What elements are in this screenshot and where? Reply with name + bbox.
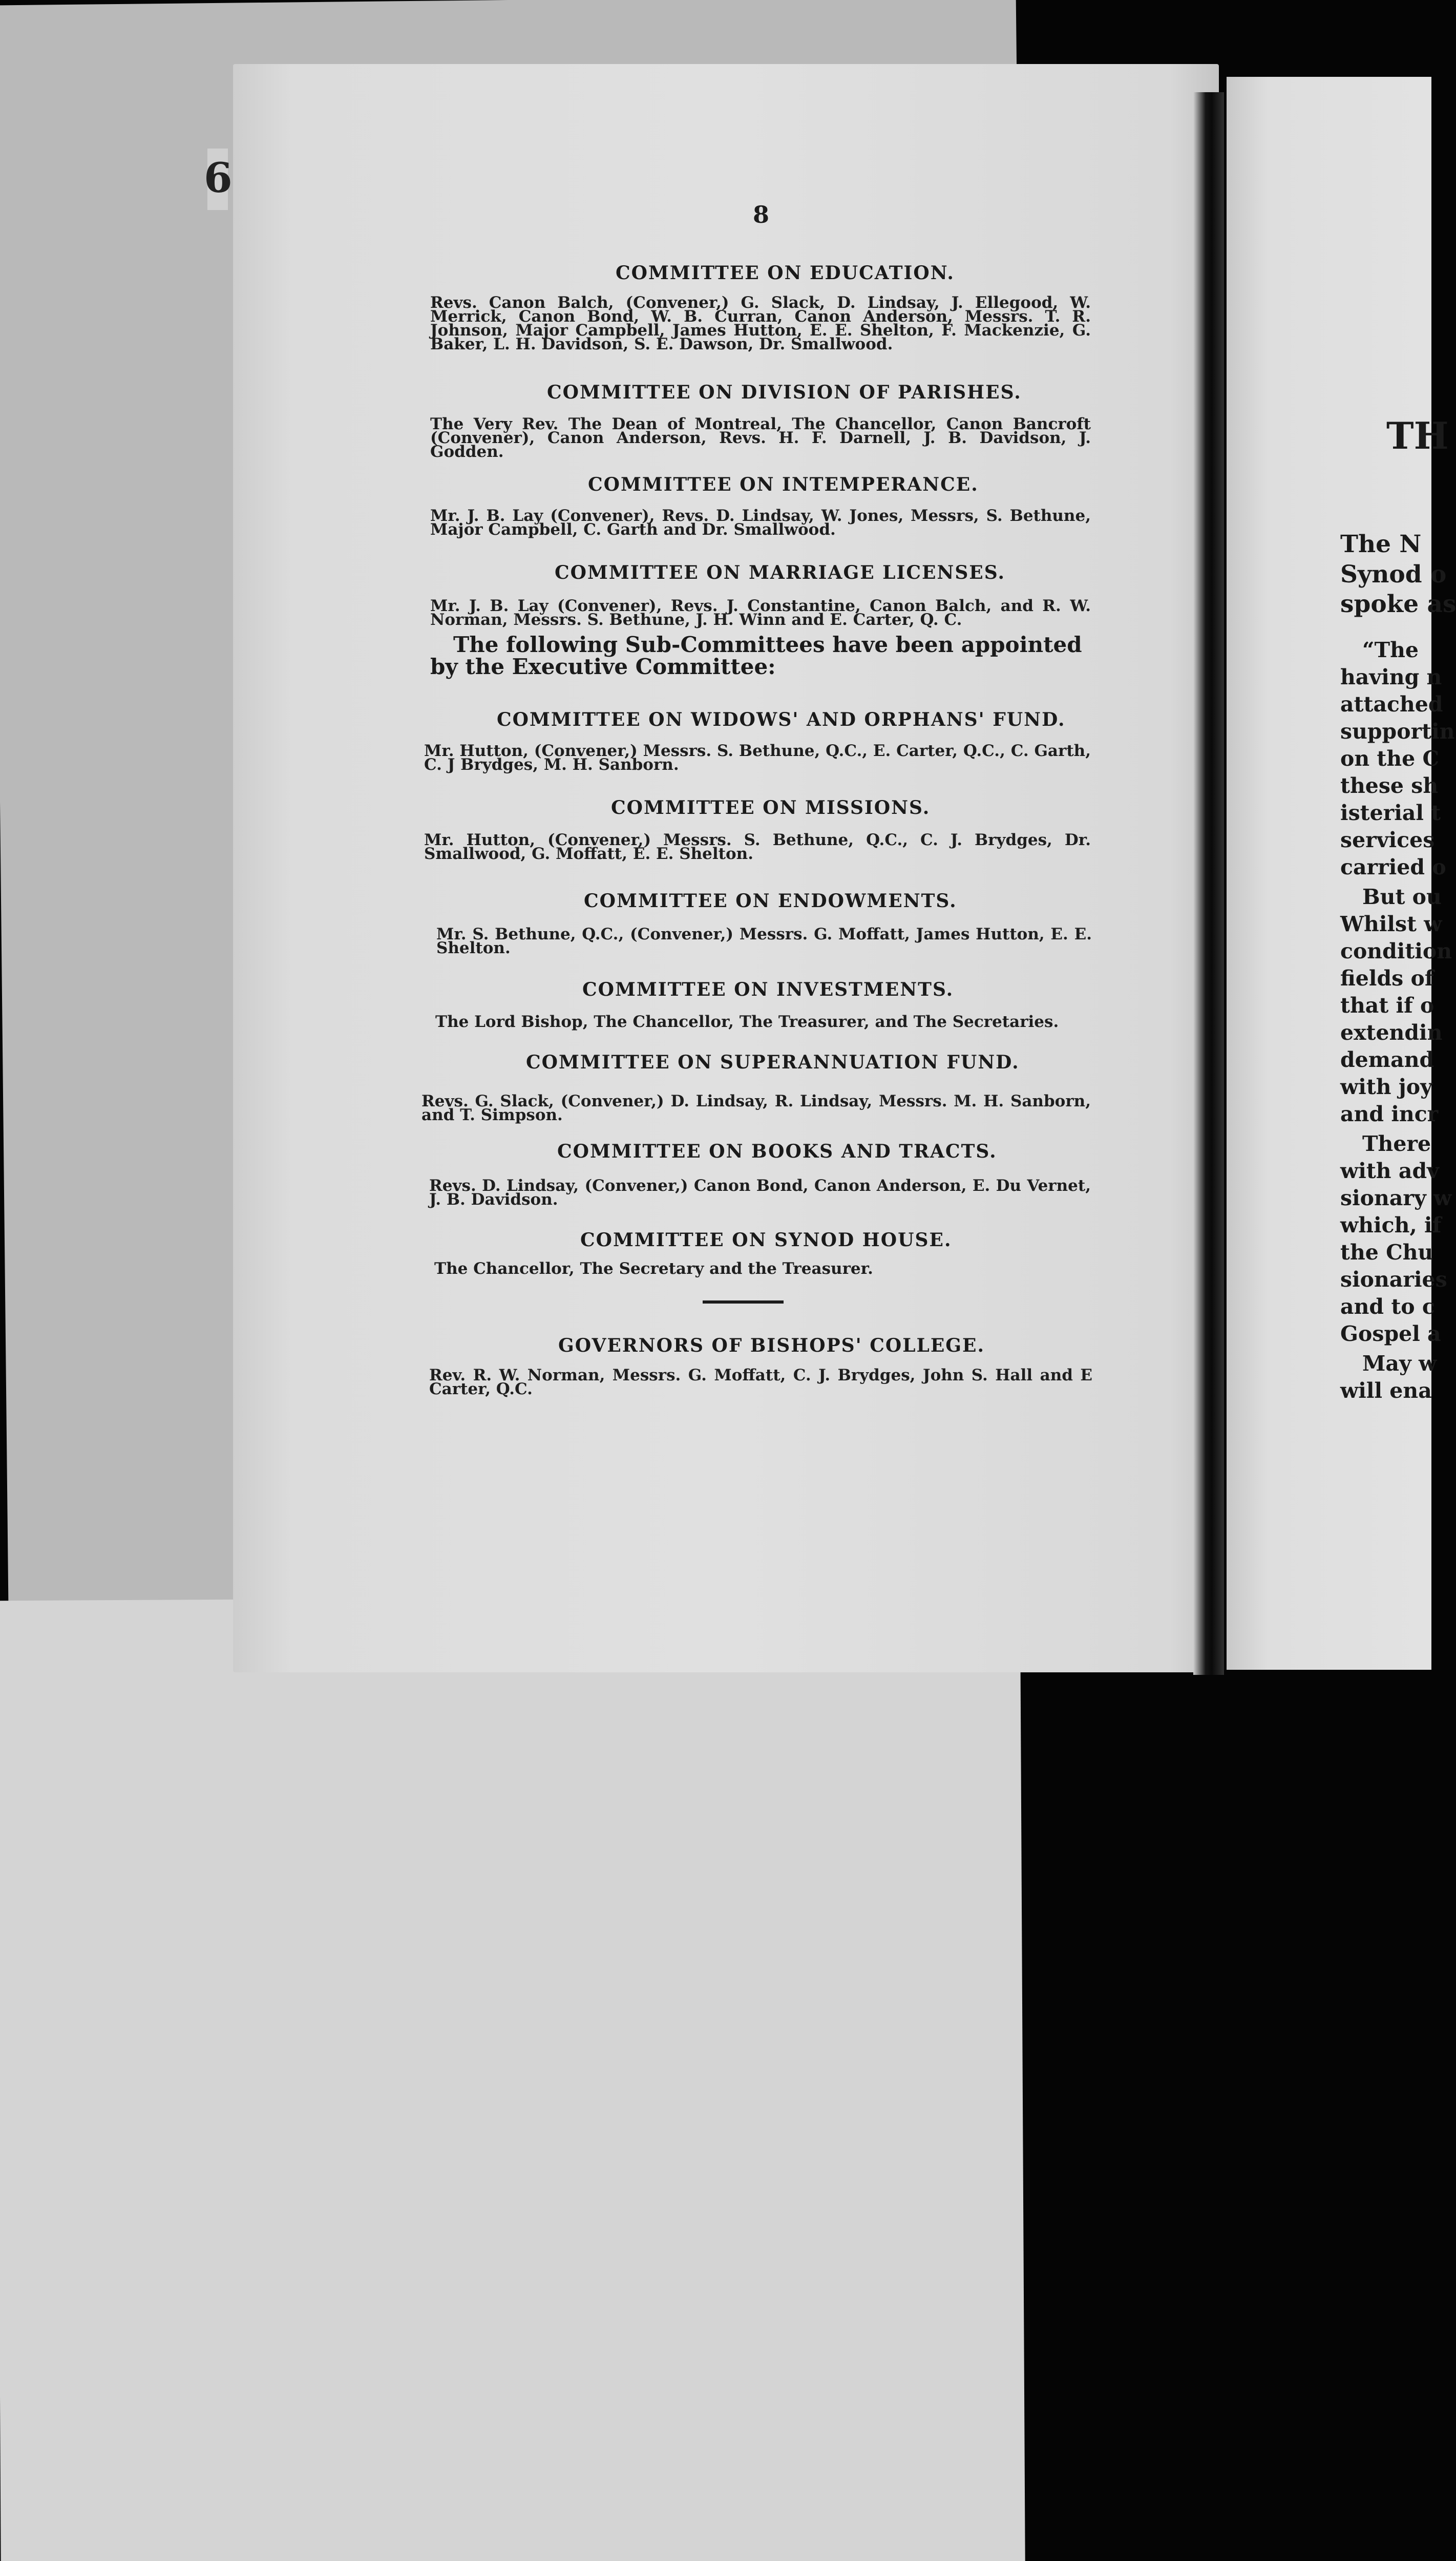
right-page-title-fragment: TH [1386,414,1449,457]
body-intemperance: Mr. J. B. Lay (Convener), Revs. D. Lindsay, W. Jones, Messrs, S. Bethune, Major Campbell, C. Garth and Dr. Smallwood. [430,507,1091,539]
right-line: extendin [1340,1020,1443,1045]
sub-committees-intro: The following Sub-Committees have been appointed by the Executive Committee: [430,632,1082,679]
right-line: isterial t [1340,801,1441,825]
right-line: carried o [1340,855,1446,879]
body-widows-orphans-fund: Mr. Hutton, (Convener,) Messrs. S. Bethune, Q.C., E. Carter, Q.C., C. Garth, C. J Brydges, M. H. Sanborn. [424,742,1091,774]
body-missions: Mr. Hutton, (Convener,) Messrs. S. Bethune, Q.C., C. J. Brydges, Dr. Smallwood, G. Moffatt, E. E. Shelton. [424,831,1091,863]
right-line: fields of [1340,966,1434,991]
right-line: on the C [1340,746,1440,771]
page-stack-edge [0,1596,1028,2561]
heading-division-of-parishes: COMMITTEE ON DIVISION OF PARISHES. [547,382,1022,403]
right-line: will ena [1340,1378,1432,1403]
heading-education: COMMITTEE ON EDUCATION. [616,262,955,284]
heading-investments: COMMITTEE ON INVESTMENTS. [582,979,954,1000]
right-line: There [1362,1131,1431,1156]
body-synod-house: The Chancellor, The Secretary and the Treasurer. [434,1259,873,1278]
heading-endowments: COMMITTEE ON ENDOWMENTS. [584,890,957,912]
heading-widows-orphans-fund: COMMITTEE ON WIDOWS' AND ORPHANS' FUND. [497,709,1066,730]
right-line: Synod o [1340,560,1447,589]
right-line: demand [1340,1047,1434,1072]
right-line: and incr [1340,1102,1439,1126]
right-line: having n [1340,665,1442,689]
body-marriage-licenses: Mr. J. B. Lay (Convener), Revs. J. Constantine, Canon Balch, and R. W. Norman, Messrs. S. Bethune, J. H. Winn and E. Carter, Q. C. [430,597,1091,629]
right-line: Gospel a [1340,1321,1441,1346]
right-line: Whilst w [1340,912,1442,936]
right-line: May w [1362,1351,1437,1376]
right-line: the Chu [1340,1240,1433,1265]
right-line: which, if [1340,1213,1442,1237]
right-line: that if o [1340,993,1434,1018]
heading-intemperance: COMMITTEE ON INTEMPERANCE. [588,474,979,495]
body-endowments: Mr. S. Bethune, Q.C., (Convener,) Messrs. G. Moffatt, James Hutton, E. E. Shelton. [436,925,1092,957]
heading-marriage-licenses: COMMITTEE ON MARRIAGE LICENSES. [555,562,1005,583]
right-line: But ou [1362,885,1442,909]
heading-synod-house: COMMITTEE ON SYNOD HOUSE. [580,1229,952,1251]
right-line: attached [1340,692,1443,717]
body-education: Revs. Canon Balch, (Convener,) G. Slack, D. Lindsay, J. Ellegood, W. Merrick, Canon Bond, W. B. Curran, Canon Anderson, Messrs. T. R. Johnson, Major Campbell, James Hutton, E. E. Shelton, F. Mackenzie, G. Baker, L. H. Davidson, S. E. Dawson, Dr. Smallwood. [430,293,1091,353]
body-books-and-tracts: Revs. D. Lindsay, (Convener,) Canon Bond, Canon Anderson, E. Du Vernet, J. B. Davidson. [429,1177,1091,1209]
right-line: condition [1340,939,1452,963]
body-superannuation-fund: Revs. G. Slack, (Convener,) D. Lindsay, R. Lindsay, Messrs. M. H. Sanborn, and T. Simpson. [421,1092,1091,1124]
right-line: “The [1362,638,1419,662]
right-line: spoke as [1340,590,1456,618]
previous-page-tab-mark: 6 [204,154,233,202]
body-investments: The Lord Bishop, The Chancellor, The Treasurer, and The Secretaries. [435,1013,1059,1031]
right-line: sionaries [1340,1267,1447,1292]
right-line: with adv [1340,1159,1439,1183]
body-governors-bishops-college: Rev. R. W. Norman, Messrs. G. Moffatt, C. J. Brydges, John S. Hall and E Carter, Q.C. [429,1366,1092,1398]
right-line: and to c [1340,1294,1435,1319]
heading-books-and-tracts: COMMITTEE ON BOOKS AND TRACTS. [557,1141,997,1162]
heading-missions: COMMITTEE ON MISSIONS. [611,797,931,818]
right-line: supportin [1340,719,1455,744]
heading-superannuation-fund: COMMITTEE ON SUPERANNUATION FUND. [526,1052,1020,1073]
heading-governors-bishops-college: GOVERNORS OF BISHOPS' COLLEGE. [558,1335,985,1356]
right-line: these sh [1340,773,1439,798]
section-divider [703,1300,784,1304]
right-line: with joy [1340,1075,1432,1099]
right-line: The N [1340,530,1422,558]
book-gutter [1193,92,1224,1675]
right-line: services [1340,828,1435,852]
page-number: 8 [753,201,770,228]
body-division-of-parishes: The Very Rev. The Dean of Montreal, The Chancellor, Canon Bancroft (Convener), Canon Anderson, Revs. H. F. Darnell, J. B. Davidson, J. Godden. [430,415,1091,461]
right-line: sionary w [1340,1186,1452,1210]
